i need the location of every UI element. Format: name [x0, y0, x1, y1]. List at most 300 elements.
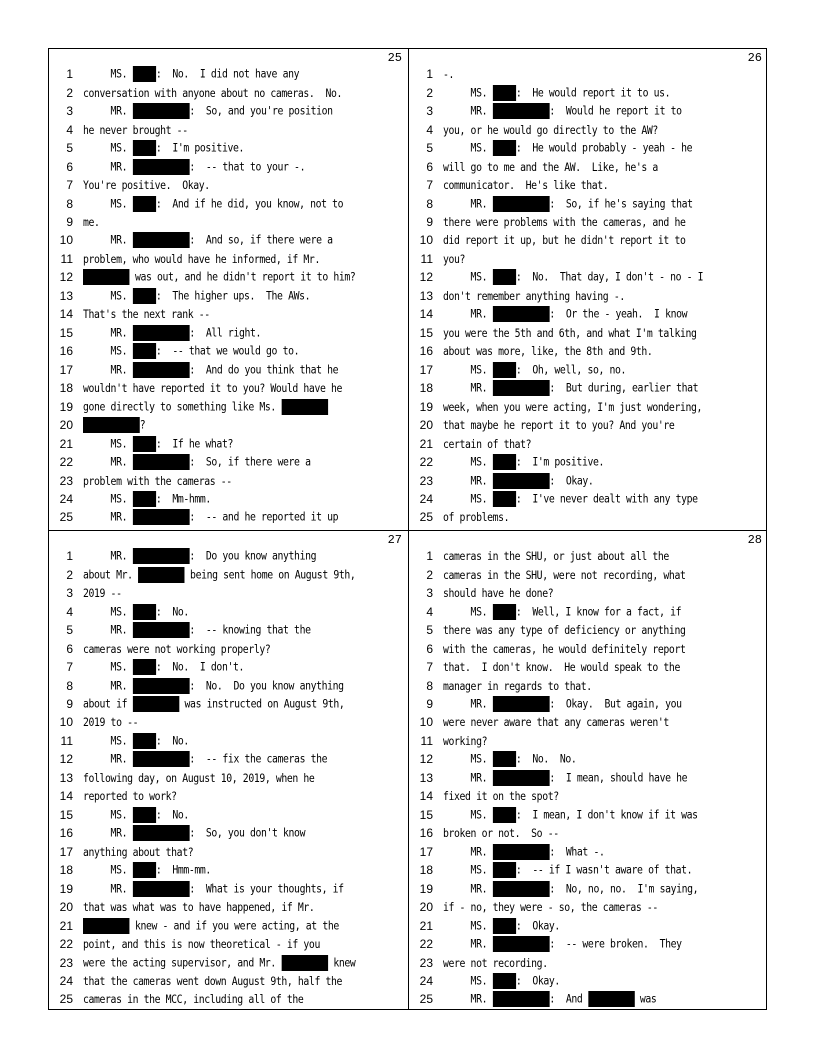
text-segment: : -- that to your -.	[189, 159, 306, 174]
line-number: 18	[59, 381, 73, 396]
line-text	[443, 123, 658, 137]
line-number: 11	[420, 251, 433, 266]
transcript-line	[409, 83, 768, 101]
text-segment: MS.	[443, 973, 493, 988]
text-segment: MR.	[443, 473, 493, 488]
line-text	[443, 973, 560, 989]
text-segment: was	[634, 991, 657, 1006]
redaction-bar	[133, 548, 190, 564]
redaction-bar	[133, 862, 156, 878]
redaction-bar	[133, 751, 190, 767]
line-text	[83, 642, 270, 656]
line-number: 10	[59, 715, 73, 730]
line-text	[83, 771, 314, 785]
line-text	[83, 362, 338, 378]
text-segment: communicator. He's like that.	[443, 178, 609, 193]
redaction-bar	[133, 159, 190, 175]
line-number: 7	[426, 178, 433, 193]
line-text	[443, 215, 685, 229]
redaction-bar	[133, 103, 190, 119]
line-number: 22	[419, 455, 433, 470]
line-text	[443, 510, 509, 524]
line-number: 6	[66, 641, 73, 656]
transcript-line	[409, 621, 768, 639]
redaction-bar	[493, 362, 516, 378]
line-text	[83, 678, 344, 694]
text-segment: don't remember anything having -.	[443, 288, 625, 303]
line-number: 20	[59, 418, 73, 433]
transcript-line	[49, 324, 408, 342]
line-text	[83, 900, 314, 914]
text-segment: MS.	[83, 288, 133, 303]
page-panel-26	[409, 49, 768, 530]
text-segment: MS.	[83, 807, 133, 822]
transcript-line	[49, 416, 408, 434]
text-segment: MR.	[443, 991, 493, 1006]
transcript-line	[49, 102, 408, 120]
text-segment: MS.	[83, 491, 133, 506]
text-segment: : Okay.	[549, 473, 594, 488]
text-segment: MR.	[83, 232, 133, 247]
text-segment: : Well, I know for a fact, if	[515, 604, 682, 619]
text-segment: was instructed on August 9th,	[179, 696, 345, 711]
line-number: 1	[66, 67, 73, 82]
line-text	[83, 140, 244, 156]
text-segment: MR.	[83, 678, 133, 693]
transcript-lines	[49, 65, 408, 527]
text-segment: : If he what?	[155, 436, 233, 451]
line-text	[83, 881, 344, 897]
transcript-line	[49, 713, 408, 731]
text-segment: : So, if he's saying that	[549, 196, 693, 211]
line-text	[443, 491, 698, 507]
transcript-line	[409, 508, 768, 526]
transcript-line	[49, 157, 408, 175]
transcript-line	[49, 471, 408, 489]
redaction-bar	[493, 751, 516, 767]
line-text	[443, 400, 702, 414]
text-segment: cameras were not working properly?	[83, 641, 271, 656]
text-segment: certain of that?	[443, 436, 532, 451]
transcript-line	[49, 602, 408, 620]
text-segment: : Or the - yeah. I know	[549, 306, 688, 321]
text-segment: MS.	[83, 862, 133, 877]
text-segment: : I'm positive.	[515, 454, 604, 469]
line-text	[83, 696, 344, 712]
line-text	[83, 417, 145, 433]
line-text	[83, 789, 177, 803]
redaction-bar	[133, 733, 156, 749]
transcript-line	[409, 769, 768, 787]
text-segment: : I've never dealt with any type	[515, 491, 698, 506]
line-number: 15	[419, 807, 433, 822]
line-text	[443, 862, 692, 878]
transcript-line	[49, 843, 408, 861]
text-segment: : Okay.	[515, 973, 560, 988]
transcript-line	[409, 972, 768, 990]
text-segment: were never aware that any cameras weren't	[443, 715, 669, 730]
line-text	[443, 418, 674, 432]
text-segment: MR.	[443, 696, 493, 711]
line-number: 21	[59, 436, 73, 451]
text-segment: conversation with anyone about no cameras. No.	[83, 85, 343, 100]
text-segment: MR.	[83, 454, 133, 469]
text-segment: : And if he did, you know, not to	[155, 196, 344, 211]
redaction-bar	[493, 604, 516, 620]
text-segment: : Mm-hmm.	[155, 491, 211, 506]
redaction-bar	[133, 140, 156, 156]
text-segment: : Hmm-mm.	[155, 862, 211, 877]
line-number: 23	[419, 955, 433, 970]
redaction-bar	[493, 991, 550, 1007]
text-segment: MR.	[83, 159, 133, 174]
transcript-line	[49, 250, 408, 268]
page-number: 28	[747, 533, 762, 547]
line-number: 13	[419, 288, 433, 303]
redaction-bar	[493, 936, 550, 952]
text-segment: : The higher ups. The AWs.	[155, 288, 311, 303]
line-number: 16	[419, 344, 433, 359]
transcript-line	[409, 434, 768, 452]
transcript-line	[409, 213, 768, 231]
page-number: 25	[387, 51, 402, 65]
line-number: 7	[66, 178, 73, 193]
transcript-line	[49, 83, 408, 101]
transcript-line	[409, 935, 768, 953]
line-number: 19	[419, 399, 433, 414]
transcript-line	[409, 713, 768, 731]
line-text	[83, 215, 100, 229]
line-text	[83, 548, 316, 564]
line-text	[443, 306, 687, 322]
text-segment: reported to work?	[83, 789, 177, 804]
redaction-bar	[133, 343, 156, 359]
line-number: 13	[59, 288, 73, 303]
redaction-bar	[83, 918, 129, 934]
line-number: 10	[419, 233, 433, 248]
line-text	[83, 567, 355, 583]
line-number: 20	[419, 418, 433, 433]
redaction-bar	[493, 85, 516, 101]
text-segment: gone directly to something like Ms.	[83, 399, 282, 414]
transcript-line	[49, 972, 408, 990]
text-segment: there was any type of deficiency or anything	[443, 623, 686, 638]
transcript-line	[49, 658, 408, 676]
line-text	[443, 807, 698, 823]
text-segment: MS.	[83, 604, 133, 619]
transcript-line	[49, 639, 408, 657]
line-number: 12	[59, 270, 73, 285]
line-number: 8	[66, 678, 73, 693]
text-segment: knew	[327, 955, 356, 970]
text-segment: MS.	[443, 85, 493, 100]
transcript-line	[409, 65, 768, 83]
line-text	[443, 734, 487, 748]
redaction-bar	[133, 881, 190, 897]
text-segment: : No. I don't.	[155, 659, 244, 674]
line-number: 5	[426, 141, 433, 156]
transcript-line	[409, 342, 768, 360]
line-text	[83, 269, 355, 285]
text-segment: MS.	[83, 66, 133, 81]
redaction-bar	[133, 509, 190, 525]
text-segment: will go to me and the AW. Like, he's a	[443, 159, 658, 174]
text-segment: MR.	[443, 936, 493, 951]
line-number: 9	[426, 696, 433, 711]
text-segment: : Do you know anything	[189, 548, 317, 563]
line-text	[443, 789, 559, 803]
transcript-line	[49, 584, 408, 602]
transcript-line	[409, 268, 768, 286]
transcript-line	[409, 787, 768, 805]
line-text	[443, 233, 685, 247]
line-number: 13	[419, 770, 433, 785]
text-segment: MS.	[443, 140, 493, 155]
transcript-line	[49, 879, 408, 897]
text-segment: MR.	[83, 103, 133, 118]
redaction-bar	[138, 567, 184, 583]
text-segment: : No.	[155, 733, 189, 748]
redaction-bar	[133, 436, 156, 452]
line-text	[443, 252, 465, 266]
text-segment: me.	[83, 214, 100, 229]
line-text	[443, 881, 698, 897]
transcript-line	[49, 787, 408, 805]
text-segment: that maybe he report it to you? And you're	[443, 418, 675, 433]
redaction-bar	[493, 881, 550, 897]
text-segment: MR.	[443, 881, 493, 896]
transcript-line	[409, 898, 768, 916]
transcript-lines	[409, 65, 768, 527]
line-number: 5	[66, 623, 73, 638]
line-text	[443, 696, 682, 712]
text-segment: MR.	[83, 881, 133, 896]
transcript-line	[49, 305, 408, 323]
transcript-line	[409, 397, 768, 415]
line-text	[443, 751, 576, 767]
line-text	[443, 178, 608, 192]
line-number: 19	[59, 881, 73, 896]
transcript-line	[409, 750, 768, 768]
line-text	[83, 86, 342, 100]
line-text	[83, 604, 189, 620]
line-number: 7	[426, 660, 433, 675]
text-segment: MS.	[443, 454, 493, 469]
transcript-line	[409, 732, 768, 750]
line-text	[83, 622, 311, 638]
page-panel-28	[409, 531, 768, 1012]
line-text	[83, 474, 232, 488]
line-number: 2	[426, 85, 433, 100]
line-number: 9	[66, 214, 73, 229]
text-segment: : But during, earlier that	[549, 380, 699, 395]
text-segment: problem, who would have he informed, if Mr.	[83, 251, 320, 266]
transcript-line	[409, 658, 768, 676]
transcript-line	[49, 953, 408, 971]
text-segment: MR.	[83, 362, 133, 377]
transcript-line	[49, 397, 408, 415]
transcript-line	[409, 416, 768, 434]
redaction-bar	[133, 66, 156, 82]
text-segment: were the acting supervisor, and Mr.	[83, 955, 282, 970]
line-text	[83, 436, 233, 452]
text-segment: : No. Do you know anything	[189, 678, 344, 693]
transcript-line	[409, 695, 768, 713]
transcript-line	[49, 750, 408, 768]
transcript-line	[49, 824, 408, 842]
line-text	[83, 196, 343, 212]
text-segment: should have he done?	[443, 586, 554, 601]
text-segment: MS.	[83, 436, 133, 451]
transcript-line	[409, 953, 768, 971]
line-number: 17	[419, 844, 433, 859]
redaction-bar	[493, 140, 516, 156]
line-number: 2	[426, 567, 433, 582]
line-text	[443, 289, 625, 303]
redaction-bar	[493, 491, 516, 507]
text-segment: MR.	[83, 548, 133, 563]
text-segment: That's the next rank --	[83, 307, 210, 322]
line-text	[443, 679, 592, 693]
redaction-bar	[133, 288, 156, 304]
line-text	[83, 992, 303, 1006]
transcript-line	[49, 695, 408, 713]
transcript-line	[409, 453, 768, 471]
redaction-bar	[133, 604, 156, 620]
line-text	[443, 918, 560, 934]
line-text	[443, 715, 669, 729]
redaction-bar	[133, 696, 179, 712]
transcript-line	[409, 565, 768, 583]
line-number: 25	[419, 992, 433, 1007]
text-segment: 2019 --	[83, 586, 122, 601]
transcript-line	[49, 453, 408, 471]
redaction-bar	[133, 232, 190, 248]
text-segment: MS.	[83, 140, 133, 155]
line-text	[83, 343, 299, 359]
line-number: 18	[419, 381, 433, 396]
line-number: 25	[419, 510, 433, 525]
line-number: 23	[59, 955, 73, 970]
line-text	[83, 937, 320, 951]
line-text	[83, 659, 244, 675]
transcript-line	[409, 379, 768, 397]
transcript-line	[49, 213, 408, 231]
line-number: 3	[66, 104, 73, 119]
transcript-line	[49, 194, 408, 212]
text-segment: MS.	[443, 862, 493, 877]
transcript-line	[409, 916, 768, 934]
text-segment: he never brought --	[83, 122, 188, 137]
text-segment: : Okay. But again, you	[549, 696, 682, 711]
transcript-line	[49, 342, 408, 360]
line-text	[83, 751, 327, 767]
line-text	[83, 178, 210, 192]
line-text	[443, 160, 658, 174]
text-segment: broken or not. So --	[443, 826, 559, 841]
line-text	[443, 900, 658, 914]
redaction-bar	[493, 770, 550, 786]
transcript-line	[49, 268, 408, 286]
text-segment: : And so, if there were a	[189, 232, 333, 247]
line-text	[443, 660, 680, 674]
transcript-line	[409, 287, 768, 305]
line-number: 6	[426, 159, 433, 174]
line-text	[83, 845, 193, 859]
text-segment: there were problems with the cameras, and he	[443, 214, 686, 229]
redaction-bar	[133, 622, 190, 638]
transcript-line	[409, 157, 768, 175]
transcript-line	[49, 361, 408, 379]
text-segment: : Okay.	[515, 918, 560, 933]
line-number: 21	[419, 436, 433, 451]
page-number: 26	[747, 51, 762, 65]
transcript-line	[49, 621, 408, 639]
text-segment: : All right.	[189, 325, 262, 340]
text-segment: : I mean, should have he	[549, 770, 688, 785]
text-segment: problem with the cameras --	[83, 473, 232, 488]
line-text	[83, 974, 342, 988]
text-segment: MS.	[83, 659, 133, 674]
line-number: 1	[66, 549, 73, 564]
text-segment: : No.	[155, 807, 189, 822]
line-number: 4	[426, 122, 433, 137]
text-segment: : -- if I wasn't aware of that.	[515, 862, 693, 877]
text-segment: you were the 5th and 6th, and what I'm talking	[443, 325, 697, 340]
redaction-bar	[133, 807, 156, 823]
text-segment: with the cameras, he would definitely report	[443, 641, 686, 656]
redaction-bar	[133, 325, 190, 341]
line-number: 24	[419, 492, 433, 507]
transcript-line	[49, 732, 408, 750]
line-text	[443, 326, 696, 340]
redaction-bar	[281, 399, 327, 415]
text-segment: MS.	[443, 491, 493, 506]
text-segment: : And do you think that he	[189, 362, 339, 377]
text-segment: fixed it on the spot?	[443, 789, 559, 804]
text-segment: you?	[443, 251, 466, 266]
line-text	[443, 196, 693, 212]
page-number: 27	[387, 533, 402, 547]
line-text	[443, 140, 692, 156]
line-number: 4	[66, 604, 73, 619]
text-segment: you, or he would go directly to the AW?	[443, 122, 658, 137]
transcript-sheet	[48, 48, 767, 1010]
text-segment: knew - and if you were acting, at the	[129, 918, 339, 933]
redaction-bar	[493, 269, 516, 285]
transcript-line	[49, 287, 408, 305]
redaction-bar	[493, 473, 550, 489]
line-number: 15	[59, 325, 73, 340]
line-text	[83, 252, 320, 266]
line-number: 14	[419, 789, 433, 804]
transcript-line	[409, 990, 768, 1008]
line-number: 12	[59, 752, 73, 767]
line-text	[443, 604, 681, 620]
transcript-line	[49, 490, 408, 508]
redaction-bar	[133, 362, 190, 378]
transcript-line	[409, 194, 768, 212]
line-number: 22	[419, 937, 433, 952]
text-segment: : I mean, I don't know if it was	[515, 807, 698, 822]
line-number: 9	[66, 696, 73, 711]
text-segment: MR.	[83, 825, 133, 840]
line-text	[83, 586, 122, 600]
line-text	[83, 307, 210, 321]
line-text	[443, 549, 669, 563]
transcript-line	[49, 990, 408, 1008]
redaction-bar	[493, 306, 550, 322]
